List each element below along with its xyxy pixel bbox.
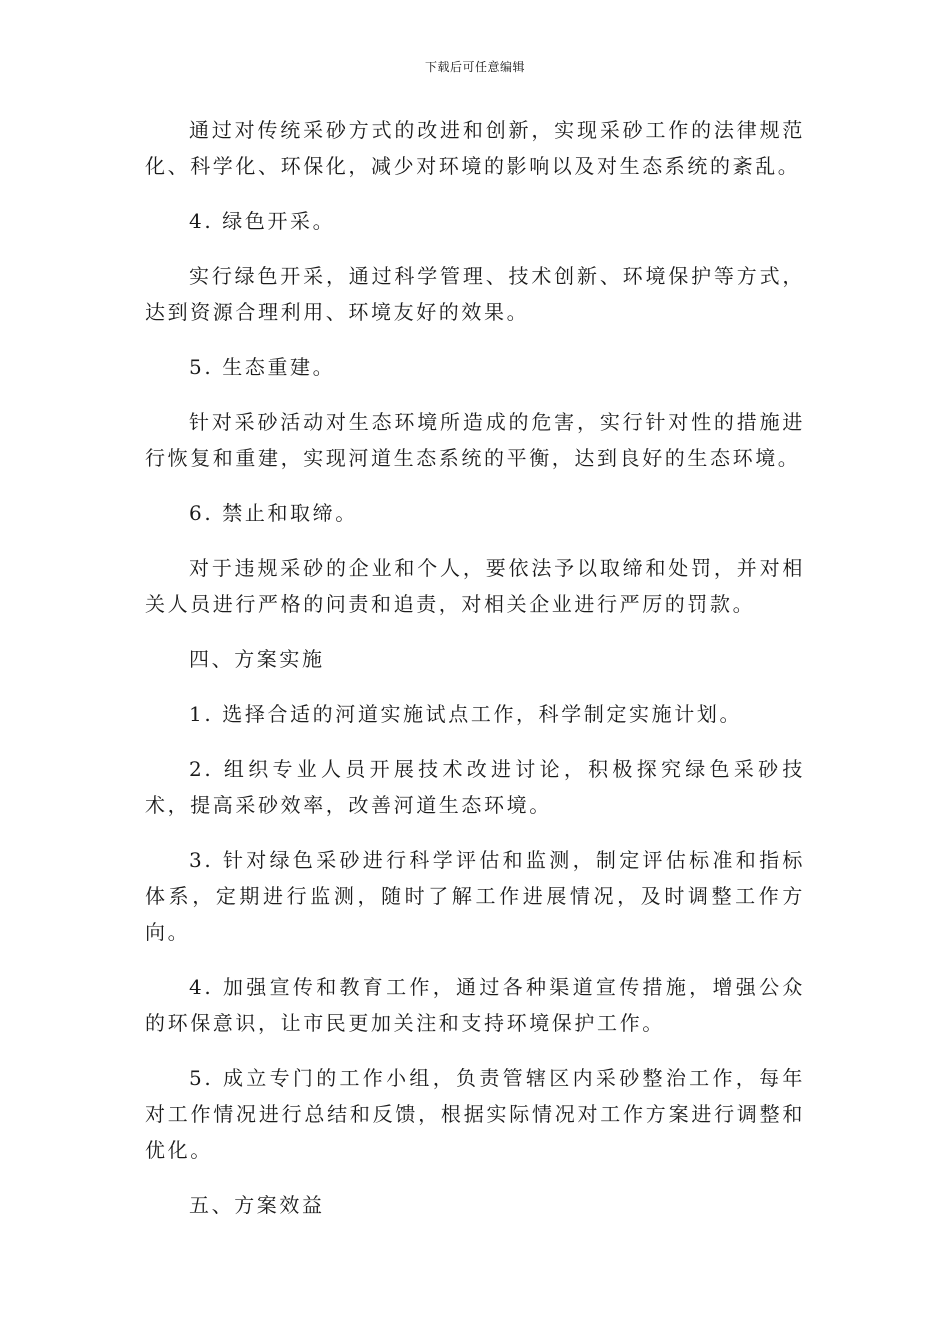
heading-ecological-rebuild: 5. 生态重建。 [189,355,336,379]
list-item-implementation-4: 4. 加强宣传和教育工作，通过各种渠道宣传措施，增强公众的环保意识，让市民更加关注和支持环境保护工作。 [145,975,805,1035]
heading-ban: 6. 禁止和取缔。 [189,501,358,525]
header-note: 下载后可任意编辑 [424,60,525,74]
list-item-implementation-1: 1. 选择合适的河道实施试点工作，科学制定实施计划。 [189,702,743,726]
paragraph-improvement: 通过对传统采砂方式的改进和创新，实现采砂工作的法律规范化、科学化、环保化，减少对环境的影响以及对生态系统的紊乱。 [145,118,805,178]
paragraph-ban: 对于违规采砂的企业和个人，要依法予以取缔和处罚，并对相关人员进行严格的问责和追责，对相关企业进行严厉的罚款。 [145,556,805,616]
list-item-implementation-3: 3. 针对绿色采砂进行科学评估和监测，制定评估标准和指标体系，定期进行监测，随时了解工作进展情况，及时调整工作方向。 [145,848,805,944]
document-body [145,112,805,1242]
section-heading-benefits: 五、方案效益 [189,1193,325,1217]
heading-green-mining: 4. 绿色开采。 [189,209,336,233]
paragraph-ecological-rebuild: 针对采砂活动对生态环境所造成的危害，实行针对性的措施进行恢复和重建，实现河道生态系统的平衡，达到良好的生态环境。 [145,410,805,470]
list-item-implementation-2: 2. 组织专业人员开展技术改进讨论，积极探究绿色采砂技术，提高采砂效率，改善河道生态环境。 [145,757,805,817]
paragraph-green-mining: 实行绿色开采，通过科学管理、技术创新、环境保护等方式，达到资源合理利用、环境友好的效果。 [145,264,805,324]
list-item-implementation-5: 5. 成立专门的工作小组，负责管辖区内采砂整治工作，每年对工作情况进行总结和反馈，根据实际情况对工作方案进行调整和优化。 [145,1066,805,1162]
section-heading-implementation: 四、方案实施 [189,647,325,671]
